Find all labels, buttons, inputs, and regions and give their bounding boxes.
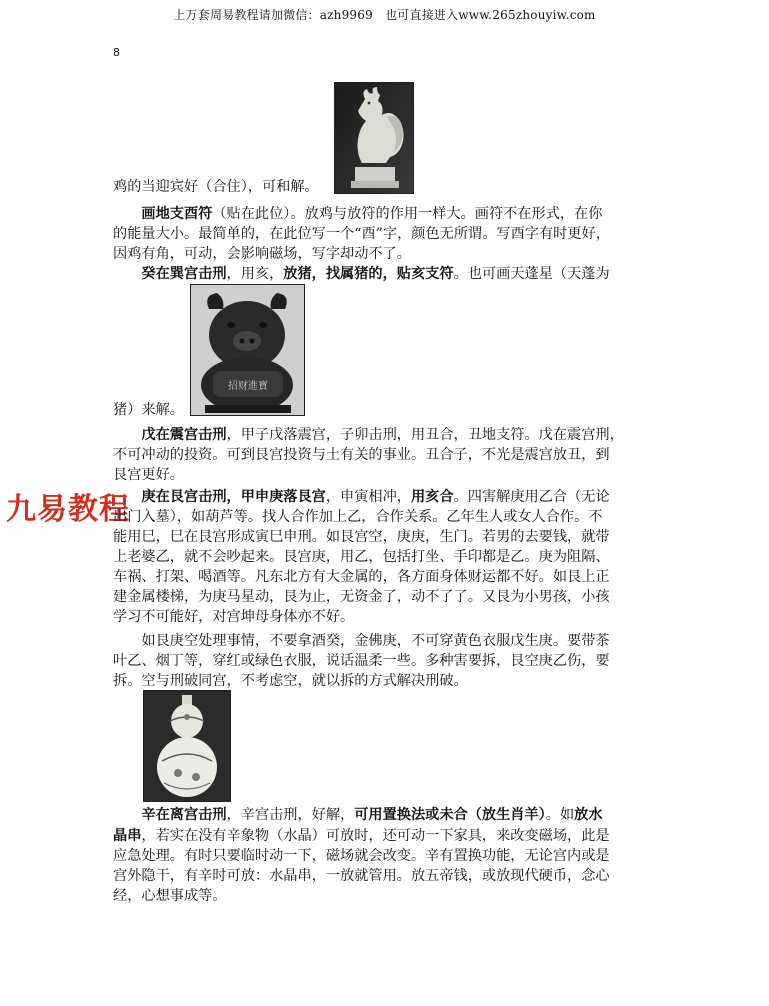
- text-segment: 出门入墓），如葫芦等。找人合作加上乙，合作关系。乙年生人或女人合作。不: [113, 509, 603, 525]
- text-line: [113, 177, 319, 197]
- text-line: [113, 204, 603, 224]
- bold-phrase: 放水: [574, 807, 603, 823]
- text-segment: 。如: [545, 807, 575, 823]
- bold-phrase: 辛在离宫击刑: [141, 807, 227, 823]
- text-segment: ，甲子戊落震宫，子卯击刑，用丑合，丑地支符。戊在震宫刑，: [226, 427, 624, 443]
- rooster-photo: [334, 82, 414, 194]
- page-number: 8: [113, 46, 120, 59]
- text-line: [113, 487, 610, 507]
- text-line: [113, 264, 610, 284]
- text-segment: [113, 266, 141, 282]
- text-line: [113, 224, 610, 244]
- text-segment: [113, 206, 141, 222]
- text-segment: 经，心想事成等。: [113, 888, 227, 904]
- text-segment: 上老婆乙，就不会吵起来。艮宫庚，用乙，包括打坐、手印都是乙。庚为阻隔、: [113, 549, 610, 565]
- bold-phrase: 用亥合: [410, 489, 454, 505]
- text-line: [113, 886, 227, 906]
- pig-statue-photo-icon: [191, 285, 304, 415]
- bold-phrase: 庚在艮宫击刑，甲申庚落艮宫: [141, 489, 326, 505]
- text-segment: （贴在此位）。放鸡与放符的作用一样大。画符不在形式，在你: [212, 206, 603, 222]
- text-line: [113, 607, 354, 627]
- text-line: [113, 651, 610, 671]
- text-segment: 学习不可能好，对宫坤母身体亦不好。: [113, 609, 355, 625]
- text-line: [113, 587, 610, 607]
- text-line: [113, 507, 602, 527]
- text-segment: 不可冲动的投资。可到艮宫投资与土有关的事业。丑合子，不光是震宫放丑，到: [113, 447, 610, 463]
- text-segment: 艮宫更好。: [113, 467, 184, 483]
- text-segment: 的能量大小。最简单的，在此位写一个“酉”字，颜色无所谓。写酉字有时更好，: [113, 226, 610, 242]
- text-segment: 。也可画天蓬星（天蓬为: [453, 266, 610, 282]
- text-segment: 车祸、打架、喝酒等。凡东北方有大金属的，各方面身体财运都不好。如艮上正: [113, 569, 610, 585]
- text-line: [113, 826, 610, 846]
- text-segment: ，申寅相冲，: [325, 489, 411, 505]
- rooster-statue-photo-icon: [335, 83, 413, 193]
- text-segment: ，辛宫击刑，好解，: [226, 807, 355, 823]
- text-line: [113, 567, 610, 587]
- text-line: [113, 445, 610, 465]
- page-header: 上万套周易教程请加微信：azh9969 也可直接进入www.265zhouyiw.com: [173, 8, 596, 22]
- text-line: [113, 244, 411, 264]
- text-segment: 能用巳，巳在艮宫形成寅巳申刑。如艮宫空，庚庚，生门。若男的去要钱，就带: [113, 529, 610, 545]
- text-line: [113, 465, 184, 485]
- text-line: [113, 425, 624, 445]
- text-segment: ，若实在没有辛象物（水晶）可放时，还可动一下家具，来改变磁场，此是: [141, 828, 610, 844]
- text-segment: 猪）来解。: [113, 402, 184, 418]
- text-segment: 叶乙、烟丁等，穿红或绿色衣服，说话温柔一些。多种害要拆，艮空庚乙伤，要: [113, 653, 610, 669]
- bold-phrase: 戊在震宫击刑: [141, 427, 227, 443]
- text-line: [113, 547, 610, 567]
- bold-phrase: 癸在巽宫击刑: [141, 266, 227, 282]
- text-segment: 鸡的当迎宾好（合住），可和解。: [113, 179, 319, 195]
- text-segment: 宫外隐干，有辛时可放：水晶串，一放就管用。放五帝钱，或放现代硬币，念心: [113, 868, 610, 884]
- text-line: [113, 846, 610, 866]
- pig-photo: [190, 284, 305, 416]
- text-line: [113, 631, 610, 651]
- gourd-vase-photo-icon: [144, 691, 230, 801]
- text-line: [113, 400, 184, 420]
- text-line: [113, 527, 610, 547]
- text-segment: [113, 427, 141, 443]
- text-segment: 。四害解庚用乙合（无论: [453, 489, 610, 505]
- text-segment: 建金属楼梯，为庚马星动，艮为止，无资金了，动不了了。又艮为小男孩，小孩: [113, 589, 610, 605]
- text-segment: 应急处理。有时只要临时动一下，磁场就会改变。辛有置换功能，无论宫内或是: [113, 848, 610, 864]
- text-line: [113, 805, 603, 825]
- bold-phrase: 画地支酉符: [141, 206, 213, 222]
- bold-phrase: 放猪，找属猪的，贴亥支符: [283, 266, 454, 282]
- text-segment: 拆。空与刑破同宫，不考虑空，就以拆的方式解决刑破。: [113, 673, 468, 689]
- bold-phrase: 晶串: [113, 828, 142, 844]
- text-segment: ，用亥，: [226, 266, 284, 282]
- text-segment: [113, 807, 141, 823]
- text-line: [113, 866, 610, 886]
- text-line: [113, 671, 468, 691]
- pig-inscription: 招财進寶: [228, 381, 268, 392]
- text-segment: 如艮庚空处理事情，不要拿酒癸，金佛庚，不可穿黄色衣服戊生庚。要带茶: [113, 633, 610, 649]
- watermark-logo: 九易教程: [6, 492, 130, 527]
- bold-phrase: 可用置换法或未合（放生肖羊）: [354, 807, 546, 823]
- text-segment: [113, 489, 141, 505]
- text-segment: 因鸡有角，可动，会影响磁场，写字却动不了。: [113, 246, 411, 262]
- gourd-photo: [143, 690, 231, 802]
